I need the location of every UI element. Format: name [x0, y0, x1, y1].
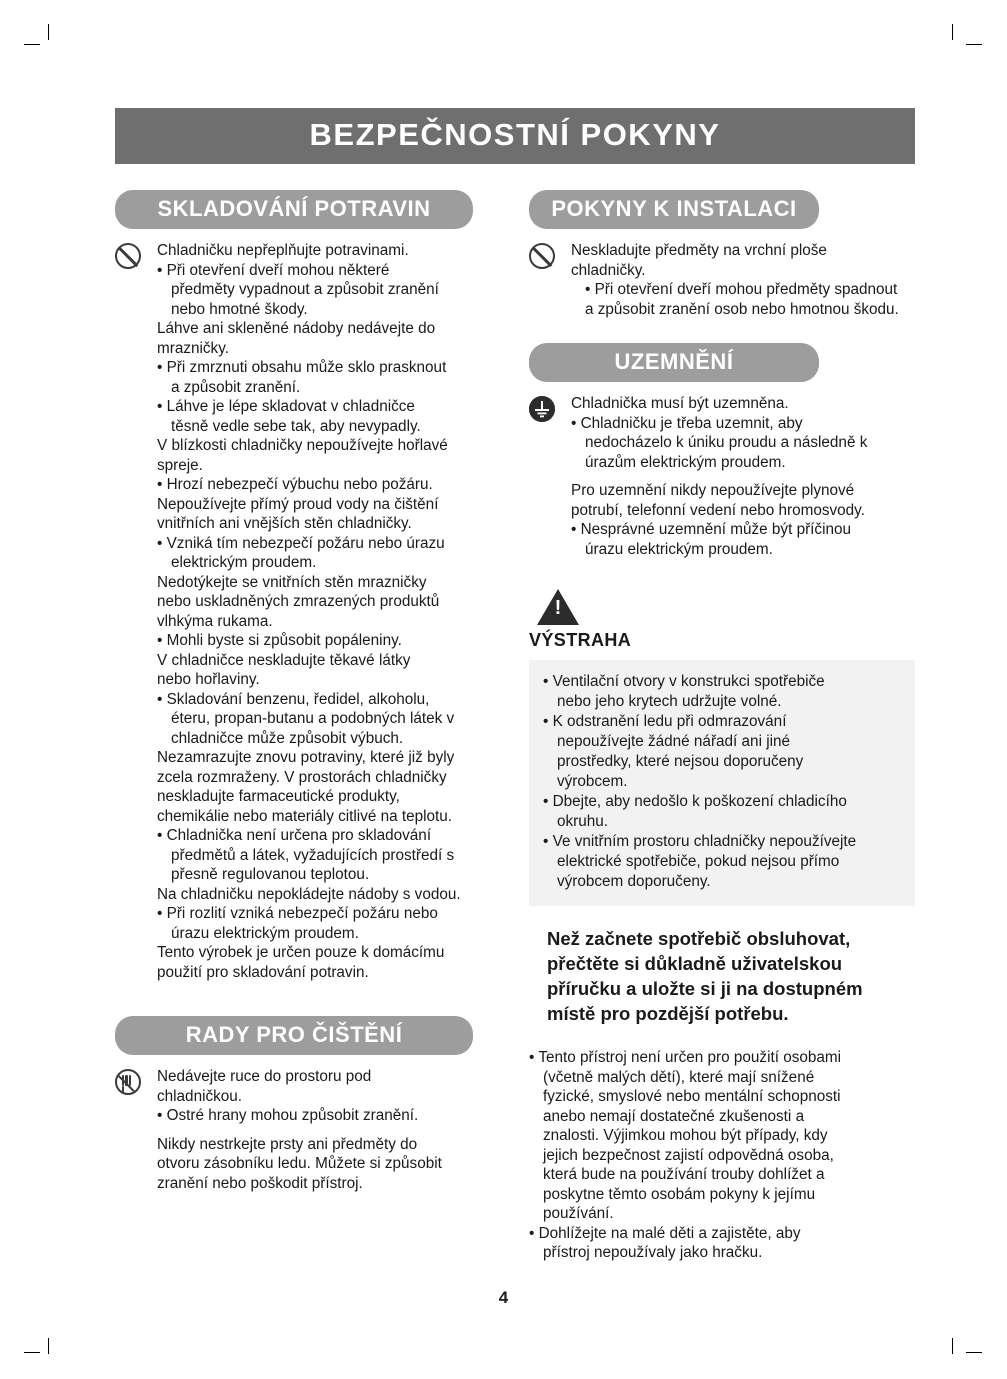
body-text: zcela rozmraženy. V prostorách chladničky	[157, 768, 447, 786]
body-text: úrazu elektrickým proudem.	[171, 924, 359, 942]
body-text: použití pro skladování potravin.	[157, 963, 369, 981]
body-text: • Mohli byste si způsobit popáleniny.	[157, 632, 402, 649]
crop-mark	[48, 1338, 49, 1354]
body-text: (včetně malých dětí), které mají snížené	[543, 1068, 815, 1086]
two-column-layout	[115, 190, 915, 1263]
crop-mark	[966, 1352, 982, 1353]
ground-icon	[529, 396, 555, 422]
body-text: nedocházelo k úniku proudu a následně k	[585, 434, 868, 451]
body-text: éteru, propan-butanu a podobných látek v	[171, 710, 455, 727]
body-text: a způsobit zranění osob nebo hmotnou škodu.	[585, 300, 899, 318]
body-text: • Láhve je lépe skladovat v chladničce	[157, 398, 415, 415]
body-text: vnitřních ani vnějších stěn chladničky.	[157, 515, 412, 532]
body-text: Neskladujte předměty na vrchní ploše	[571, 242, 827, 259]
crop-mark	[966, 44, 982, 45]
body-text: • Hrozí nebezpečí výbuchu nebo požáru.	[157, 476, 433, 493]
body-text: přístroj nepoužívaly jako hračku.	[543, 1244, 763, 1261]
body-text: chemikálie nebo materiály citlivé na teplotu.	[157, 807, 453, 825]
important-note	[529, 926, 915, 1026]
body-text: Nezamrazujte znovu potraviny, které již byly	[157, 749, 455, 766]
body-text: znalosti. Výjimkou mohou být případy, kdy	[543, 1127, 828, 1144]
body-text: elektrickým proudem.	[171, 554, 317, 571]
note-line: příručku a uložte si ji na dostupném	[547, 978, 863, 999]
body-text: elektrické spotřebiče, pokud nejsou přímo	[557, 853, 840, 870]
crop-mark	[952, 1338, 953, 1354]
body-text: nebo uskladněných zmrazených produktů	[157, 593, 440, 610]
note-line: přečtěte si důkladně uživatelskou	[547, 953, 843, 974]
body-text: nepoužívejte žádné nářadí ani jiné	[557, 733, 791, 750]
body-text: Chladnička musí být uzemněna.	[571, 395, 789, 412]
body-text: výrobcem.	[557, 773, 628, 790]
icon-column	[529, 394, 563, 422]
body-text: • Chladnička není určena pro skladování	[157, 827, 432, 844]
body-text: nebo hořlaviny.	[157, 671, 260, 688]
body-text: vlhkýma rukama.	[157, 612, 273, 630]
left-column	[115, 190, 505, 1263]
warning-box	[529, 660, 915, 906]
section-installation	[529, 241, 915, 319]
page-content	[115, 108, 915, 1263]
icon-column	[115, 241, 149, 269]
section-cleaning-tips	[115, 1067, 505, 1193]
body-text: potrubí, telefonní vedení nebo hromosvody.	[571, 501, 865, 519]
body-text: • Skladování benzenu, ředidel, alkoholu,	[157, 690, 430, 708]
icon-column	[529, 241, 563, 269]
body-text: spreje.	[157, 456, 203, 474]
body-text: chladničky.	[571, 261, 646, 279]
prohibition-icon	[529, 243, 555, 269]
right-column	[529, 190, 915, 1263]
body-text: • Dbejte, aby nedošlo k poškození chladicího	[543, 793, 847, 810]
no-hand-icon	[115, 1069, 141, 1095]
crop-mark	[24, 44, 40, 45]
body-text: • Při zmrznuti obsahu může sklo prasknout	[157, 359, 447, 376]
body-text: • Ostré hrany mohou způsobit zranění.	[157, 1107, 419, 1124]
section-heading-grounding: UZEMNĚNÍ	[529, 343, 819, 382]
text-column	[157, 1067, 505, 1193]
body-text: Nedotýkejte se vnitřních stěn mrazničky	[157, 573, 427, 591]
body-text: chladničce může způsobit výbuch.	[171, 729, 404, 747]
section-heading-food-storage: SKLADOVÁNÍ POTRAVIN	[115, 190, 473, 229]
body-text: • Při otevření dveří mohou některé	[157, 261, 390, 279]
body-text: • Při otevření dveří mohou předměty spadnout	[585, 281, 898, 298]
text-column	[571, 394, 915, 559]
body-text: • Chladničku je třeba uzemnit, aby	[571, 414, 803, 432]
body-text: Láhve ani skleněné nádoby nedávejte do	[157, 320, 436, 337]
body-text: V chladničce neskladujte těkavé látky	[157, 651, 411, 669]
body-text: anebo nemají dostatečné zkušenosti a	[543, 1107, 805, 1125]
body-text: • Ve vnitřním prostoru chladničky nepoužívejte	[543, 833, 857, 850]
page-title: BEZPEČNOSTNÍ POKYNY	[115, 108, 915, 164]
body-text: • Dohlížejte na malé děti a zajistěte, aby	[529, 1224, 801, 1242]
page-number: 4	[498, 1288, 509, 1307]
body-text: Nikdy nestrkejte prsty ani předměty do	[157, 1135, 418, 1153]
body-text: přesně regulovanou teplotou.	[171, 866, 370, 883]
section-heading-installation: POKYNY K INSTALACI	[529, 190, 819, 229]
prohibition-icon	[115, 243, 141, 269]
section-food-storage	[115, 241, 505, 982]
crop-mark	[48, 24, 49, 40]
body-text: okruhu.	[557, 813, 609, 830]
note-line: Než začnete spotřebič obsluhovat,	[547, 928, 851, 949]
body-text: • Vzniká tím nebezpečí požáru nebo úrazu	[157, 534, 445, 552]
body-text: prostředky, které nejsou doporučeny	[557, 753, 804, 770]
body-text: výrobcem doporučeny.	[557, 873, 711, 890]
body-text: a způsobit zranění.	[171, 378, 301, 396]
body-text: předmětů a látek, vyžadujících prostředí s	[171, 846, 455, 864]
body-text: Nedávejte ruce do prostoru pod	[157, 1068, 372, 1085]
body-text: těsně vedle sebe tak, aby nevypadly.	[171, 417, 421, 435]
text-column	[157, 241, 505, 982]
note-line: místě pro pozdější potřebu.	[547, 1003, 789, 1024]
body-text: mrazničky.	[157, 339, 229, 357]
warning-triangle-icon	[537, 589, 579, 625]
warning-section	[529, 589, 915, 1263]
body-text: která bude na používání trouby dohlížet a	[543, 1166, 825, 1183]
body-text: předměty vypadnout a způsobit zranění	[171, 281, 439, 298]
body-text: Nepoužívejte přímý proud vody na čištění	[157, 495, 439, 513]
body-text: • K odstranění ledu při odmrazování	[543, 713, 787, 730]
section-grounding	[529, 394, 915, 559]
body-text: používání.	[543, 1205, 614, 1222]
body-text: • Tento přístroj není určen pro použití osobami	[529, 1049, 842, 1066]
body-text: • Ventilační otvory v konstrukci spotřebiče	[543, 673, 825, 690]
body-text: • Nesprávné uzemnění může být příčinou	[571, 521, 851, 538]
body-text: V blízkosti chladničky nepoužívejte hořlavé	[157, 437, 448, 454]
body-text: jejich bezpečnost zajistí odpovědná osoba,	[543, 1146, 834, 1164]
body-text: fyzické, smyslové nebo mentální schopnosti	[543, 1088, 841, 1105]
icon-column	[115, 1067, 149, 1095]
crop-mark	[24, 1352, 40, 1353]
body-text: Chladničku nepřeplňujte potravinami.	[157, 242, 409, 259]
body-text: nebo hmotné škody.	[171, 300, 308, 318]
additional-notes	[529, 1048, 915, 1263]
body-text: poskytne těmto osobám pokyny k jejímu	[543, 1185, 816, 1203]
body-text: zranění nebo poškodit přístroj.	[157, 1174, 363, 1192]
text-column	[571, 241, 915, 319]
body-text: neskladujte farmaceutické produkty,	[157, 788, 400, 805]
section-heading-cleaning-tips: RADY PRO ČIŠTĚNÍ	[115, 1016, 473, 1055]
body-text: nebo jeho krytech udržujte volné.	[557, 693, 782, 710]
body-text: Na chladničku nepokládejte nádoby s vodou.	[157, 885, 461, 903]
body-text: chladničkou.	[157, 1087, 243, 1105]
body-text: úrazu elektrickým proudem.	[585, 540, 773, 558]
body-text: úrazům elektrickým proudem.	[585, 453, 786, 471]
crop-mark	[952, 24, 953, 40]
warning-label: VÝSTRAHA	[529, 630, 632, 650]
body-text: • Při rozlití vzniká nebezpečí požáru nebo	[157, 905, 438, 922]
body-text: otvoru zásobníku ledu. Můžete si způsobit	[157, 1155, 442, 1172]
body-text: Tento výrobek je určen pouze k domácímu	[157, 944, 445, 961]
body-text: Pro uzemnění nikdy nepoužívejte plynové	[571, 482, 855, 499]
